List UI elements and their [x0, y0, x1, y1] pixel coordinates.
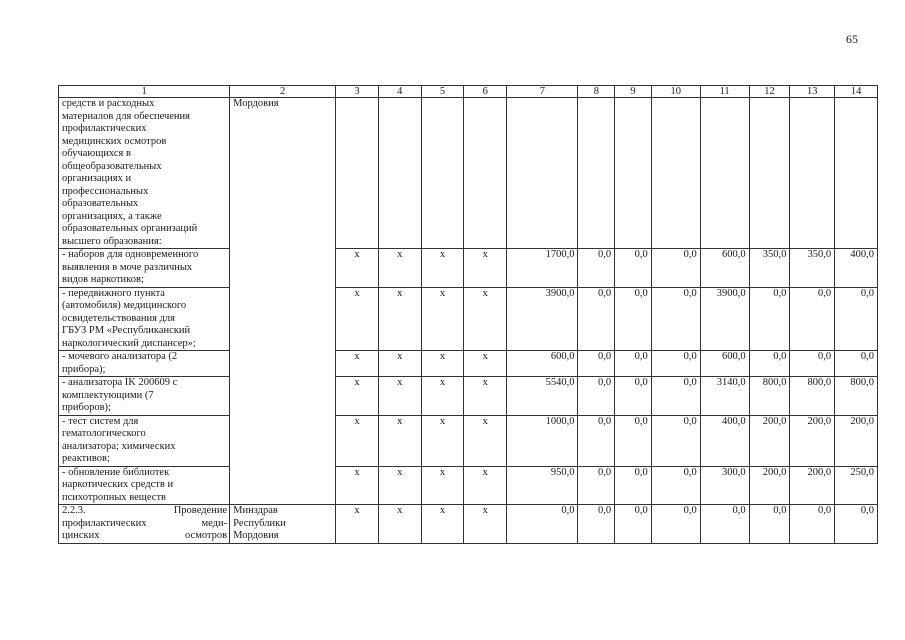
description-line: наркотических средств и — [62, 479, 174, 490]
org-line: Республики — [233, 517, 286, 529]
description-line: приборов); — [62, 402, 111, 413]
description-line: реактивов; — [62, 453, 110, 464]
value-cell: 1000,0 — [507, 415, 578, 466]
value-cell: 0,0 — [749, 351, 790, 377]
description-line: обучающихся в — [62, 148, 131, 159]
value-cell — [578, 98, 615, 249]
value-cell — [336, 98, 379, 249]
value-cell: 0,0 — [615, 466, 652, 505]
description-line: освидетельствования для — [62, 312, 175, 324]
value-cell: x — [421, 287, 464, 351]
value-cell: x — [421, 377, 464, 416]
column-number-5: 5 — [421, 86, 464, 98]
item-description — [59, 505, 230, 544]
value-cell: 400,0 — [835, 249, 878, 288]
value-cell: 200,0 — [790, 415, 835, 466]
description-line: ГБУЗ РМ «Республиканский — [62, 325, 191, 336]
value-cell: 800,0 — [749, 377, 790, 416]
value-cell — [651, 98, 700, 249]
org-line: Мордовия — [233, 530, 279, 541]
value-cell: 0,0 — [615, 287, 652, 351]
description-line: образовательных — [62, 198, 139, 209]
description-line: медицинских осмотров — [62, 135, 167, 147]
value-cell: x — [378, 377, 421, 416]
value-cell: x — [378, 415, 421, 466]
value-cell: x — [421, 415, 464, 466]
value-cell: 0,0 — [700, 505, 749, 544]
item-description — [59, 466, 230, 505]
description-line: анализатора; химических — [62, 440, 176, 452]
value-cell: x — [464, 466, 507, 505]
description-line: профилактических меди- — [62, 517, 228, 529]
value-cell: x — [336, 351, 379, 377]
value-cell: 300,0 — [700, 466, 749, 505]
value-cell: x — [378, 351, 421, 377]
description-line: высшего образования: — [62, 235, 162, 247]
value-cell — [464, 98, 507, 249]
item-description — [59, 377, 230, 416]
value-cell — [421, 98, 464, 249]
column-number-10: 10 — [651, 86, 700, 98]
value-cell: x — [464, 249, 507, 288]
description-line: 2.2.3. Проведение — [62, 505, 228, 516]
table-row — [59, 98, 878, 249]
description-line: гематологического — [62, 428, 146, 439]
description-line: цинских осмотров — [62, 530, 228, 541]
value-cell: x — [336, 377, 379, 416]
value-cell: x — [464, 287, 507, 351]
value-cell: 200,0 — [749, 415, 790, 466]
description-line: - передвижного пункта — [62, 287, 165, 299]
value-cell: 5540,0 — [507, 377, 578, 416]
column-number-1: 1 — [59, 86, 230, 98]
item-description — [59, 351, 230, 377]
value-cell: 400,0 — [700, 415, 749, 466]
description-line: комплектующими (7 — [62, 389, 154, 401]
value-cell: x — [421, 505, 464, 544]
description-line: - обновление библиотек — [62, 466, 170, 478]
value-cell: 0,0 — [651, 377, 700, 416]
value-cell: 0,0 — [651, 466, 700, 505]
value-cell — [700, 98, 749, 249]
value-cell: 0,0 — [578, 505, 615, 544]
table-row — [59, 505, 878, 544]
item-description — [59, 287, 230, 351]
description-line: профессиональных — [62, 185, 149, 197]
value-cell: 0,0 — [615, 249, 652, 288]
value-cell: 0,0 — [578, 415, 615, 466]
column-number-2: 2 — [230, 86, 336, 98]
description-line: материалов для обеспечения — [62, 110, 191, 122]
column-number-11: 11 — [700, 86, 749, 98]
description-line: общеобразовательных — [62, 160, 162, 172]
value-cell: 0,0 — [615, 415, 652, 466]
value-cell: 0,0 — [651, 249, 700, 288]
value-cell: 250,0 — [835, 466, 878, 505]
value-cell — [835, 98, 878, 249]
responsible-org — [230, 505, 336, 544]
value-cell: 3900,0 — [700, 287, 749, 351]
value-cell: 950,0 — [507, 466, 578, 505]
value-cell: 0,0 — [651, 351, 700, 377]
value-cell: 0,0 — [749, 505, 790, 544]
value-cell: x — [336, 249, 379, 288]
description-line: организациях и — [62, 173, 132, 184]
budget-table — [58, 85, 878, 544]
column-number-7: 7 — [507, 86, 578, 98]
description-line: - анализатора IK 200609 с — [62, 377, 178, 388]
value-cell: 0,0 — [578, 377, 615, 416]
value-cell: 0,0 — [615, 351, 652, 377]
item-description — [59, 98, 230, 249]
value-cell: x — [421, 466, 464, 505]
description-line: наркологический диспансер»; — [62, 337, 196, 349]
value-cell — [790, 98, 835, 249]
value-cell: 0,0 — [651, 287, 700, 351]
value-cell: x — [378, 466, 421, 505]
page-number: 65 — [846, 32, 858, 46]
item-description — [59, 249, 230, 288]
responsible-org: Мордовия — [230, 98, 336, 505]
value-cell: 0,0 — [615, 377, 652, 416]
value-cell: x — [464, 505, 507, 544]
value-cell: 350,0 — [790, 249, 835, 288]
column-number-14: 14 — [835, 86, 878, 98]
value-cell: x — [378, 287, 421, 351]
value-cell: x — [378, 505, 421, 544]
value-cell: 0,0 — [578, 466, 615, 505]
value-cell: x — [464, 415, 507, 466]
value-cell: x — [421, 351, 464, 377]
value-cell: 0,0 — [578, 287, 615, 351]
value-cell: x — [336, 505, 379, 544]
value-cell: 600,0 — [507, 351, 578, 377]
item-description — [59, 415, 230, 466]
value-cell: 0,0 — [615, 505, 652, 544]
value-cell: 200,0 — [790, 466, 835, 505]
value-cell: x — [464, 351, 507, 377]
value-cell: 600,0 — [700, 249, 749, 288]
column-number-8: 8 — [578, 86, 615, 98]
description-line: видов наркотиков; — [62, 274, 144, 285]
description-line: выявления в моче различных — [62, 261, 193, 273]
description-line: - тест систем для — [62, 415, 139, 427]
value-cell: 0,0 — [578, 351, 615, 377]
description-line: средств и расходных — [62, 98, 155, 109]
column-number-9: 9 — [615, 86, 652, 98]
value-cell: x — [336, 466, 379, 505]
value-cell: 200,0 — [749, 466, 790, 505]
value-cell: 0,0 — [835, 287, 878, 351]
value-cell: 800,0 — [835, 377, 878, 416]
value-cell: 3140,0 — [700, 377, 749, 416]
value-cell: 0,0 — [790, 287, 835, 351]
value-cell: 0,0 — [835, 351, 878, 377]
description-line: профилактических — [62, 123, 147, 134]
value-cell: 0,0 — [835, 505, 878, 544]
column-number-12: 12 — [749, 86, 790, 98]
column-number-4: 4 — [378, 86, 421, 98]
column-number-3: 3 — [336, 86, 379, 98]
value-cell: 0,0 — [578, 249, 615, 288]
org-line: Минздрав — [233, 505, 278, 516]
value-cell: x — [336, 287, 379, 351]
table-row — [59, 351, 878, 377]
value-cell: 3900,0 — [507, 287, 578, 351]
value-cell: 800,0 — [790, 377, 835, 416]
description-line: психотропных веществ — [62, 491, 167, 503]
header-row — [59, 86, 878, 98]
description-line: организациях, а также — [62, 210, 162, 222]
value-cell — [749, 98, 790, 249]
table-row — [59, 287, 878, 351]
value-cell — [378, 98, 421, 249]
description-line: прибора); — [62, 363, 106, 375]
value-cell: x — [464, 377, 507, 416]
table-row — [59, 415, 878, 466]
value-cell — [615, 98, 652, 249]
value-cell: 0,0 — [790, 351, 835, 377]
value-cell: 1700,0 — [507, 249, 578, 288]
description-line: образовательных организаций — [62, 223, 198, 234]
description-line: (автомобиля) медицинского — [62, 300, 187, 311]
value-cell: x — [421, 249, 464, 288]
value-cell: 350,0 — [749, 249, 790, 288]
table-row — [59, 377, 878, 416]
value-cell: 0,0 — [749, 287, 790, 351]
table-row — [59, 466, 878, 505]
value-cell: 0,0 — [651, 415, 700, 466]
value-cell: x — [336, 415, 379, 466]
description-line: - мочевого анализатора (2 — [62, 351, 178, 362]
value-cell: 0,0 — [507, 505, 578, 544]
table-row — [59, 249, 878, 288]
value-cell: 600,0 — [700, 351, 749, 377]
column-number-6: 6 — [464, 86, 507, 98]
value-cell: x — [378, 249, 421, 288]
value-cell: 200,0 — [835, 415, 878, 466]
value-cell — [507, 98, 578, 249]
description-line: - наборов для одновременного — [62, 249, 199, 260]
value-cell: 0,0 — [790, 505, 835, 544]
column-number-13: 13 — [790, 86, 835, 98]
value-cell: 0,0 — [651, 505, 700, 544]
